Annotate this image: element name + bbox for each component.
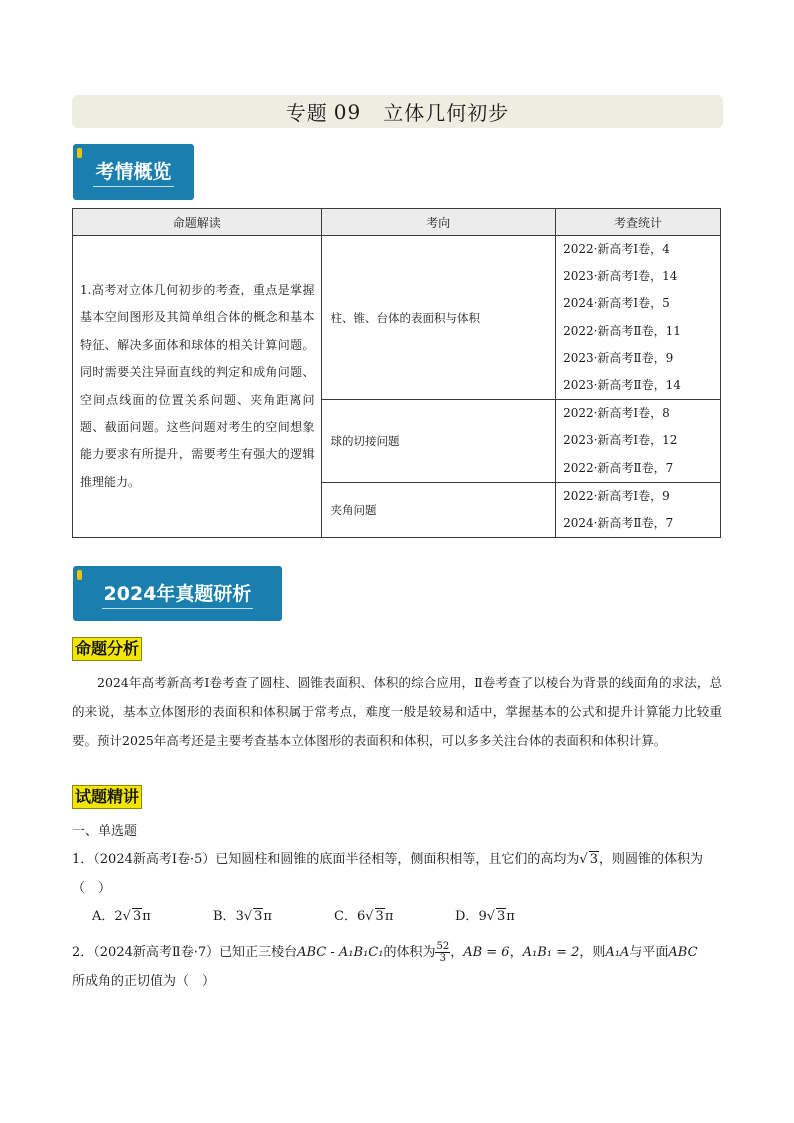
direction-cell: 夹角问题	[321, 482, 556, 537]
frustum-name: ABC - A₁B₁C₁	[297, 945, 384, 960]
direction-cell: 球的切接问题	[321, 400, 556, 483]
question-text: ，则	[579, 945, 606, 960]
sqrt-sign: √	[243, 909, 253, 924]
question-number: 1．	[72, 852, 94, 867]
option-coef: 2	[114, 909, 123, 924]
stat-line: 2022·新高考Ⅱ卷，11	[563, 323, 681, 338]
analysis-badge	[73, 566, 282, 621]
stat-line: 2022·新高考Ⅰ卷，8	[563, 406, 670, 421]
analysis-paragraph: 2024年高考新高考Ⅰ卷考查了圆柱、圆锥表面积、体积的综合应用，Ⅱ卷考查了以棱台为背景的线面角的求法，总的来说，基本立体图形的表面积和体积属于常考点，难度一般是较易和适中，掌握基本的公式和提升计算能力比较重要。预计2025年高考还是主要考查基本立体图形的表面积和体积，可以多多关注台体的表面积和体积计算。	[72, 675, 722, 748]
analysis-badge-label: 2024年真题研析	[102, 579, 254, 609]
title-text: 立体几何初步	[383, 101, 510, 125]
pi-symbol: π	[263, 909, 272, 924]
stat-line: 2023·新高考Ⅱ卷，9	[563, 350, 674, 365]
stats-cell	[556, 236, 721, 400]
question-text: 的体积为	[383, 945, 436, 960]
radicand: 3	[589, 852, 598, 867]
fraction-denominator: 3	[439, 953, 446, 964]
overview-badge-label: 考情概览	[93, 157, 173, 187]
stat-line: 2023·新高考Ⅰ卷，14	[563, 269, 678, 284]
option-radicand: 3	[375, 909, 384, 924]
table-header-row	[73, 209, 721, 236]
header-interpretation: 命题解读	[73, 209, 322, 236]
option-radicand: 3	[132, 909, 142, 924]
option-coef: 3	[235, 909, 244, 924]
fraction-numerator: 52	[436, 941, 450, 952]
option-coef: 6	[356, 909, 366, 924]
option-label: D．	[455, 909, 479, 924]
question-text: 已知正三棱台	[219, 945, 298, 960]
section-heading: 一、单选题	[72, 824, 138, 839]
ab-length: AB = 6	[463, 945, 510, 960]
option-label: B．	[213, 909, 236, 924]
sqrt-sign: √	[122, 909, 131, 924]
option-b[interactable]	[213, 905, 334, 924]
question-2: 2．（2024新高考Ⅱ卷·7）已知正三棱台ABC - A₁B₁C₁的体积为 $\frac{52}{3}$ ，AB = 6，A₁B₁ = 2，则A₁A与平面ABC 所成角的正切值为（ ）	[72, 941, 698, 989]
stat-line: 2024·新高考Ⅰ卷，5	[563, 296, 670, 311]
stats-cell	[556, 482, 721, 537]
title-number: 09	[333, 99, 362, 124]
analysis-tag: 命题分析	[72, 637, 142, 661]
question-source: （2024新高考Ⅱ卷·7）	[93, 945, 220, 960]
a1b1-length: A₁B₁ = 2	[522, 945, 580, 960]
pi-symbol: π	[506, 909, 515, 924]
stat-line: 2023·新高考Ⅰ卷，12	[563, 433, 678, 448]
volume-fraction	[435, 941, 450, 964]
table-row	[73, 236, 721, 400]
question-1-options	[92, 905, 692, 924]
practice-tag: 试题精讲	[72, 785, 142, 809]
stat-line: 2024·新高考Ⅱ卷，7	[563, 515, 674, 530]
stats-cell	[556, 400, 721, 483]
option-c[interactable]	[334, 905, 455, 924]
option-label: A．	[92, 909, 115, 924]
pi-symbol: π	[142, 909, 151, 924]
question-text: 已知圆柱和圆锥的底面半径相等，侧面积相等，且它们的高均为	[215, 852, 580, 867]
header-statistics: 考查统计	[556, 209, 721, 236]
option-label: C．	[334, 909, 357, 924]
line-a1a: A₁A	[605, 945, 630, 960]
title-prefix: 专题	[285, 101, 328, 125]
option-d[interactable]	[455, 905, 576, 924]
header-direction: 考向	[321, 209, 556, 236]
page-title	[72, 95, 723, 128]
sqrt-sign: √	[579, 852, 588, 867]
option-radicand: 3	[497, 909, 506, 924]
question-text: 所成角的正切值为（ ）	[72, 974, 216, 989]
pi-symbol: π	[384, 909, 394, 924]
plane-abc: ABC	[668, 945, 698, 960]
stat-line: 2022·新高考Ⅰ卷，4	[563, 242, 670, 256]
overview-badge	[73, 144, 194, 200]
sqrt-sign: √	[486, 909, 496, 924]
question-source: （2024新高考Ⅰ卷·5）	[93, 852, 216, 867]
option-coef: 9	[478, 909, 487, 924]
overview-table	[72, 208, 721, 538]
question-number: 2．	[72, 945, 94, 960]
direction-cell: 柱、锥、台体的表面积与体积	[321, 236, 556, 400]
question-text: 与平面	[629, 945, 669, 960]
option-radicand: 3	[254, 909, 263, 924]
stat-line: 2023·新高考Ⅱ卷，14	[563, 377, 681, 392]
stat-line: 2022·新高考Ⅰ卷，9	[563, 488, 670, 503]
interpretation-cell: 1.高考对立体几何初步的考查，重点是掌握基本空间图形及其简单组合体的概念和基本特征、解决多面体和球体的相关计算问题。同时需要关注异面直线的判定和成角问题、空间点线面的位置关系问题、夹角距离问题、截面问题。这些问题对考生的空间想象能力要求有所提升，需要考生有强大的逻辑推理能力。	[73, 236, 322, 538]
stat-line: 2022·新高考Ⅱ卷，7	[563, 460, 674, 475]
sqrt-sign: √	[365, 909, 374, 924]
question-1	[72, 845, 722, 903]
option-a[interactable]	[92, 905, 213, 924]
question-tail: ，则圆锥的体积为（ ）	[72, 852, 704, 896]
